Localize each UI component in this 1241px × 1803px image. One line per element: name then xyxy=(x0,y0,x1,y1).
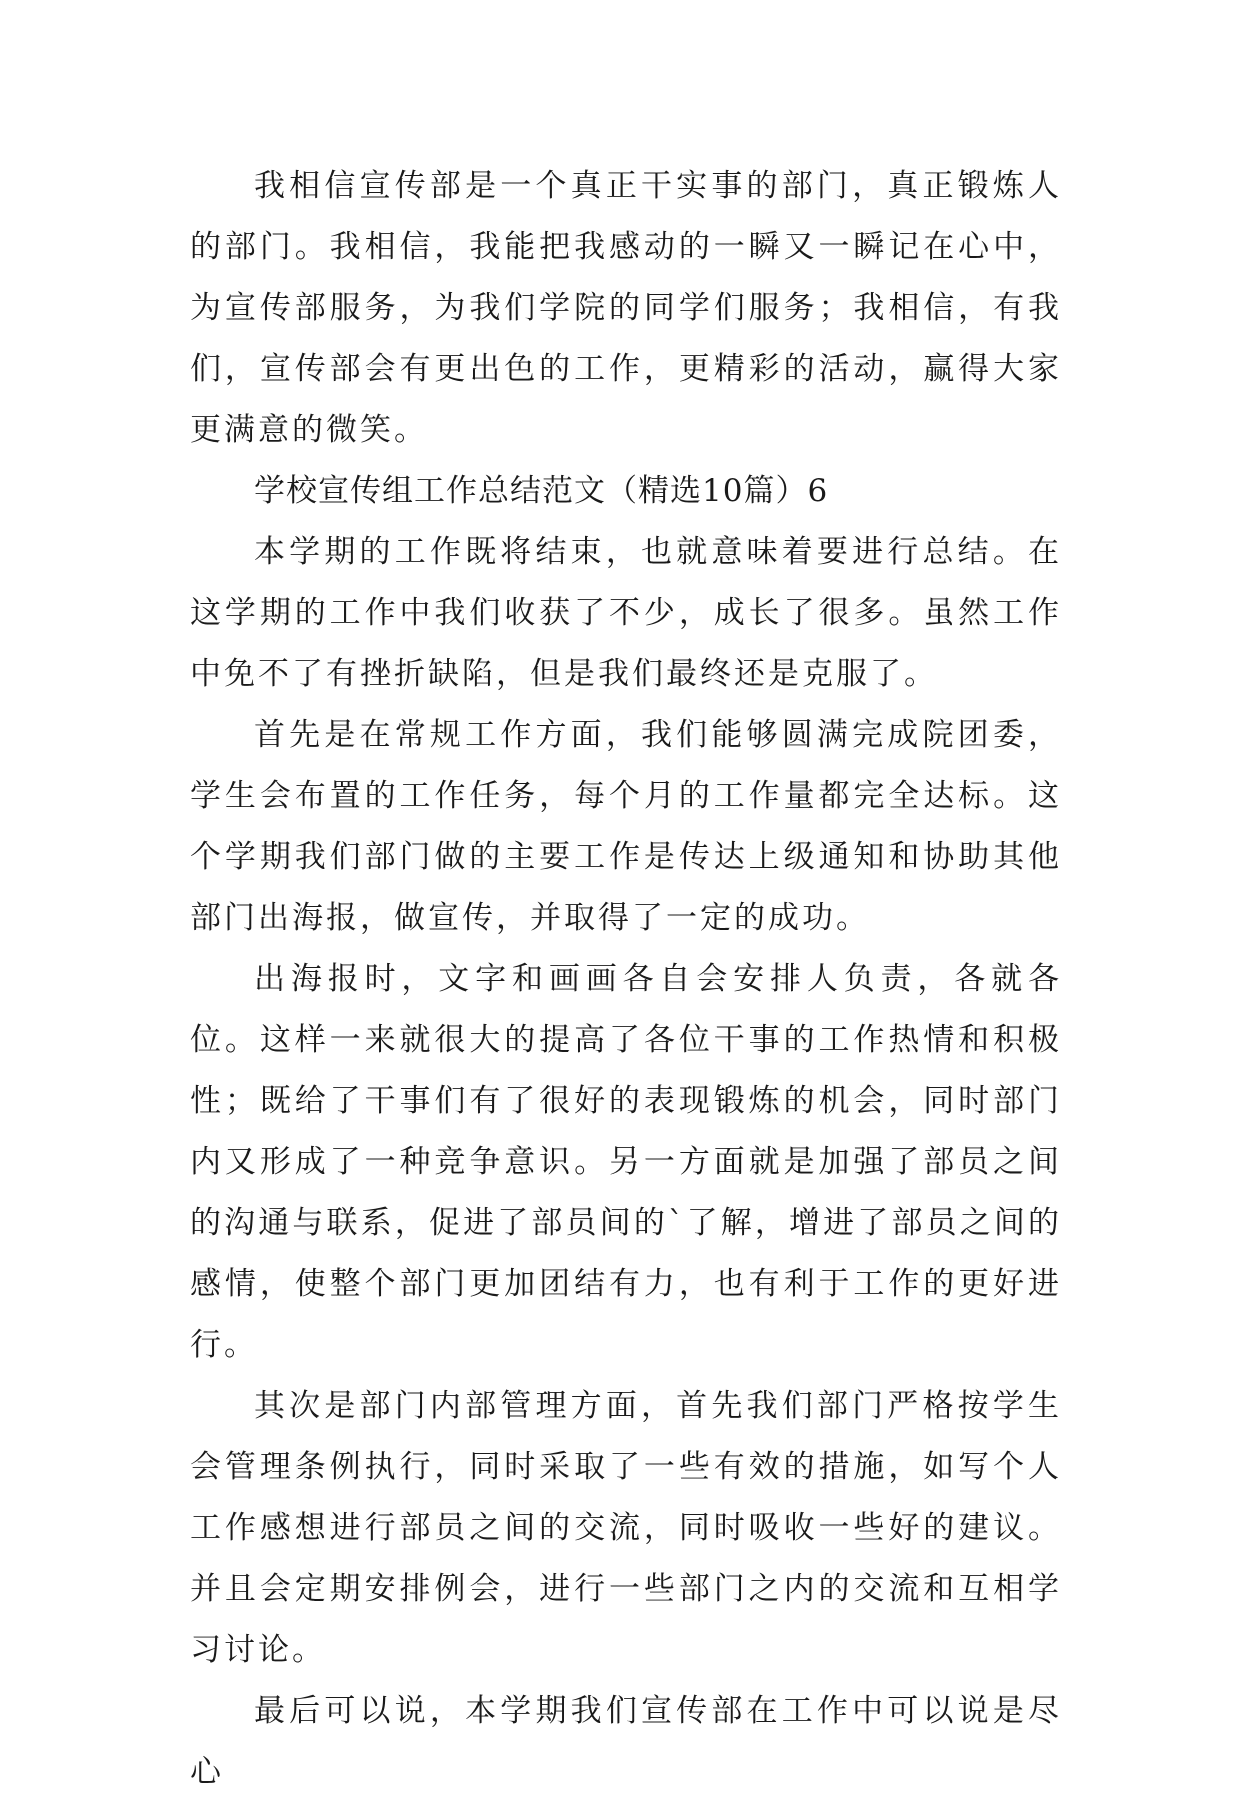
document-body xyxy=(190,156,1062,1803)
paragraph: 首先是在常规工作方面，我们能够圆满完成院团委，学生会布置的工作任务，每个月的工作量都完全达标。这个学期我们部门做的主要工作是传达上级通知和协助其他部门出海报，做宣传，并取得了一定的成功。 xyxy=(190,717,1062,936)
paragraph: 出海报时，文字和画画各自会安排人负责，各就各位。这样一来就很大的提高了各位干事的工作热情和积极性；既给了干事们有了很好的表现锻炼的机会，同时部门内又形成了一种竞争意识。另一方面就是加强了部员之间的沟通与联系，促进了部员间的`了解，增进了部员之间的感情，使整个部门更加团结有力，也有利于工作的更好进行。 xyxy=(190,961,1062,1363)
paragraph: 我相信宣传部是一个真正干实事的部门，真正锻炼人的部门。我相信，我能把我感动的一瞬又一瞬记在心中，为宣传部服务，为我们学院的同学们服务；我相信，有我们，宣传部会有更出色的工作，更精彩的活动，赢得大家更满意的微笑。 xyxy=(190,168,1062,448)
paragraph: 其次是部门内部管理方面，首先我们部门严格按学生会管理条例执行，同时采取了一些有效的措施，如写个人工作感想进行部员之间的交流，同时吸收一些好的建议。并且会定期安排例会，进行一些部门之内的交流和互相学习讨论。 xyxy=(190,1388,1062,1668)
paragraph: 本学期的工作既将结束，也就意味着要进行总结。在这学期的工作中我们收获了不少，成长了很多。虽然工作中免不了有挫折缺陷，但是我们最终还是克服了。 xyxy=(190,534,1062,692)
paragraph: 最后可以说，本学期我们宣传部在工作中可以说是尽心 xyxy=(190,1693,1062,1790)
section-heading: 学校宣传组工作总结范文（精选10篇）6 xyxy=(254,473,829,509)
